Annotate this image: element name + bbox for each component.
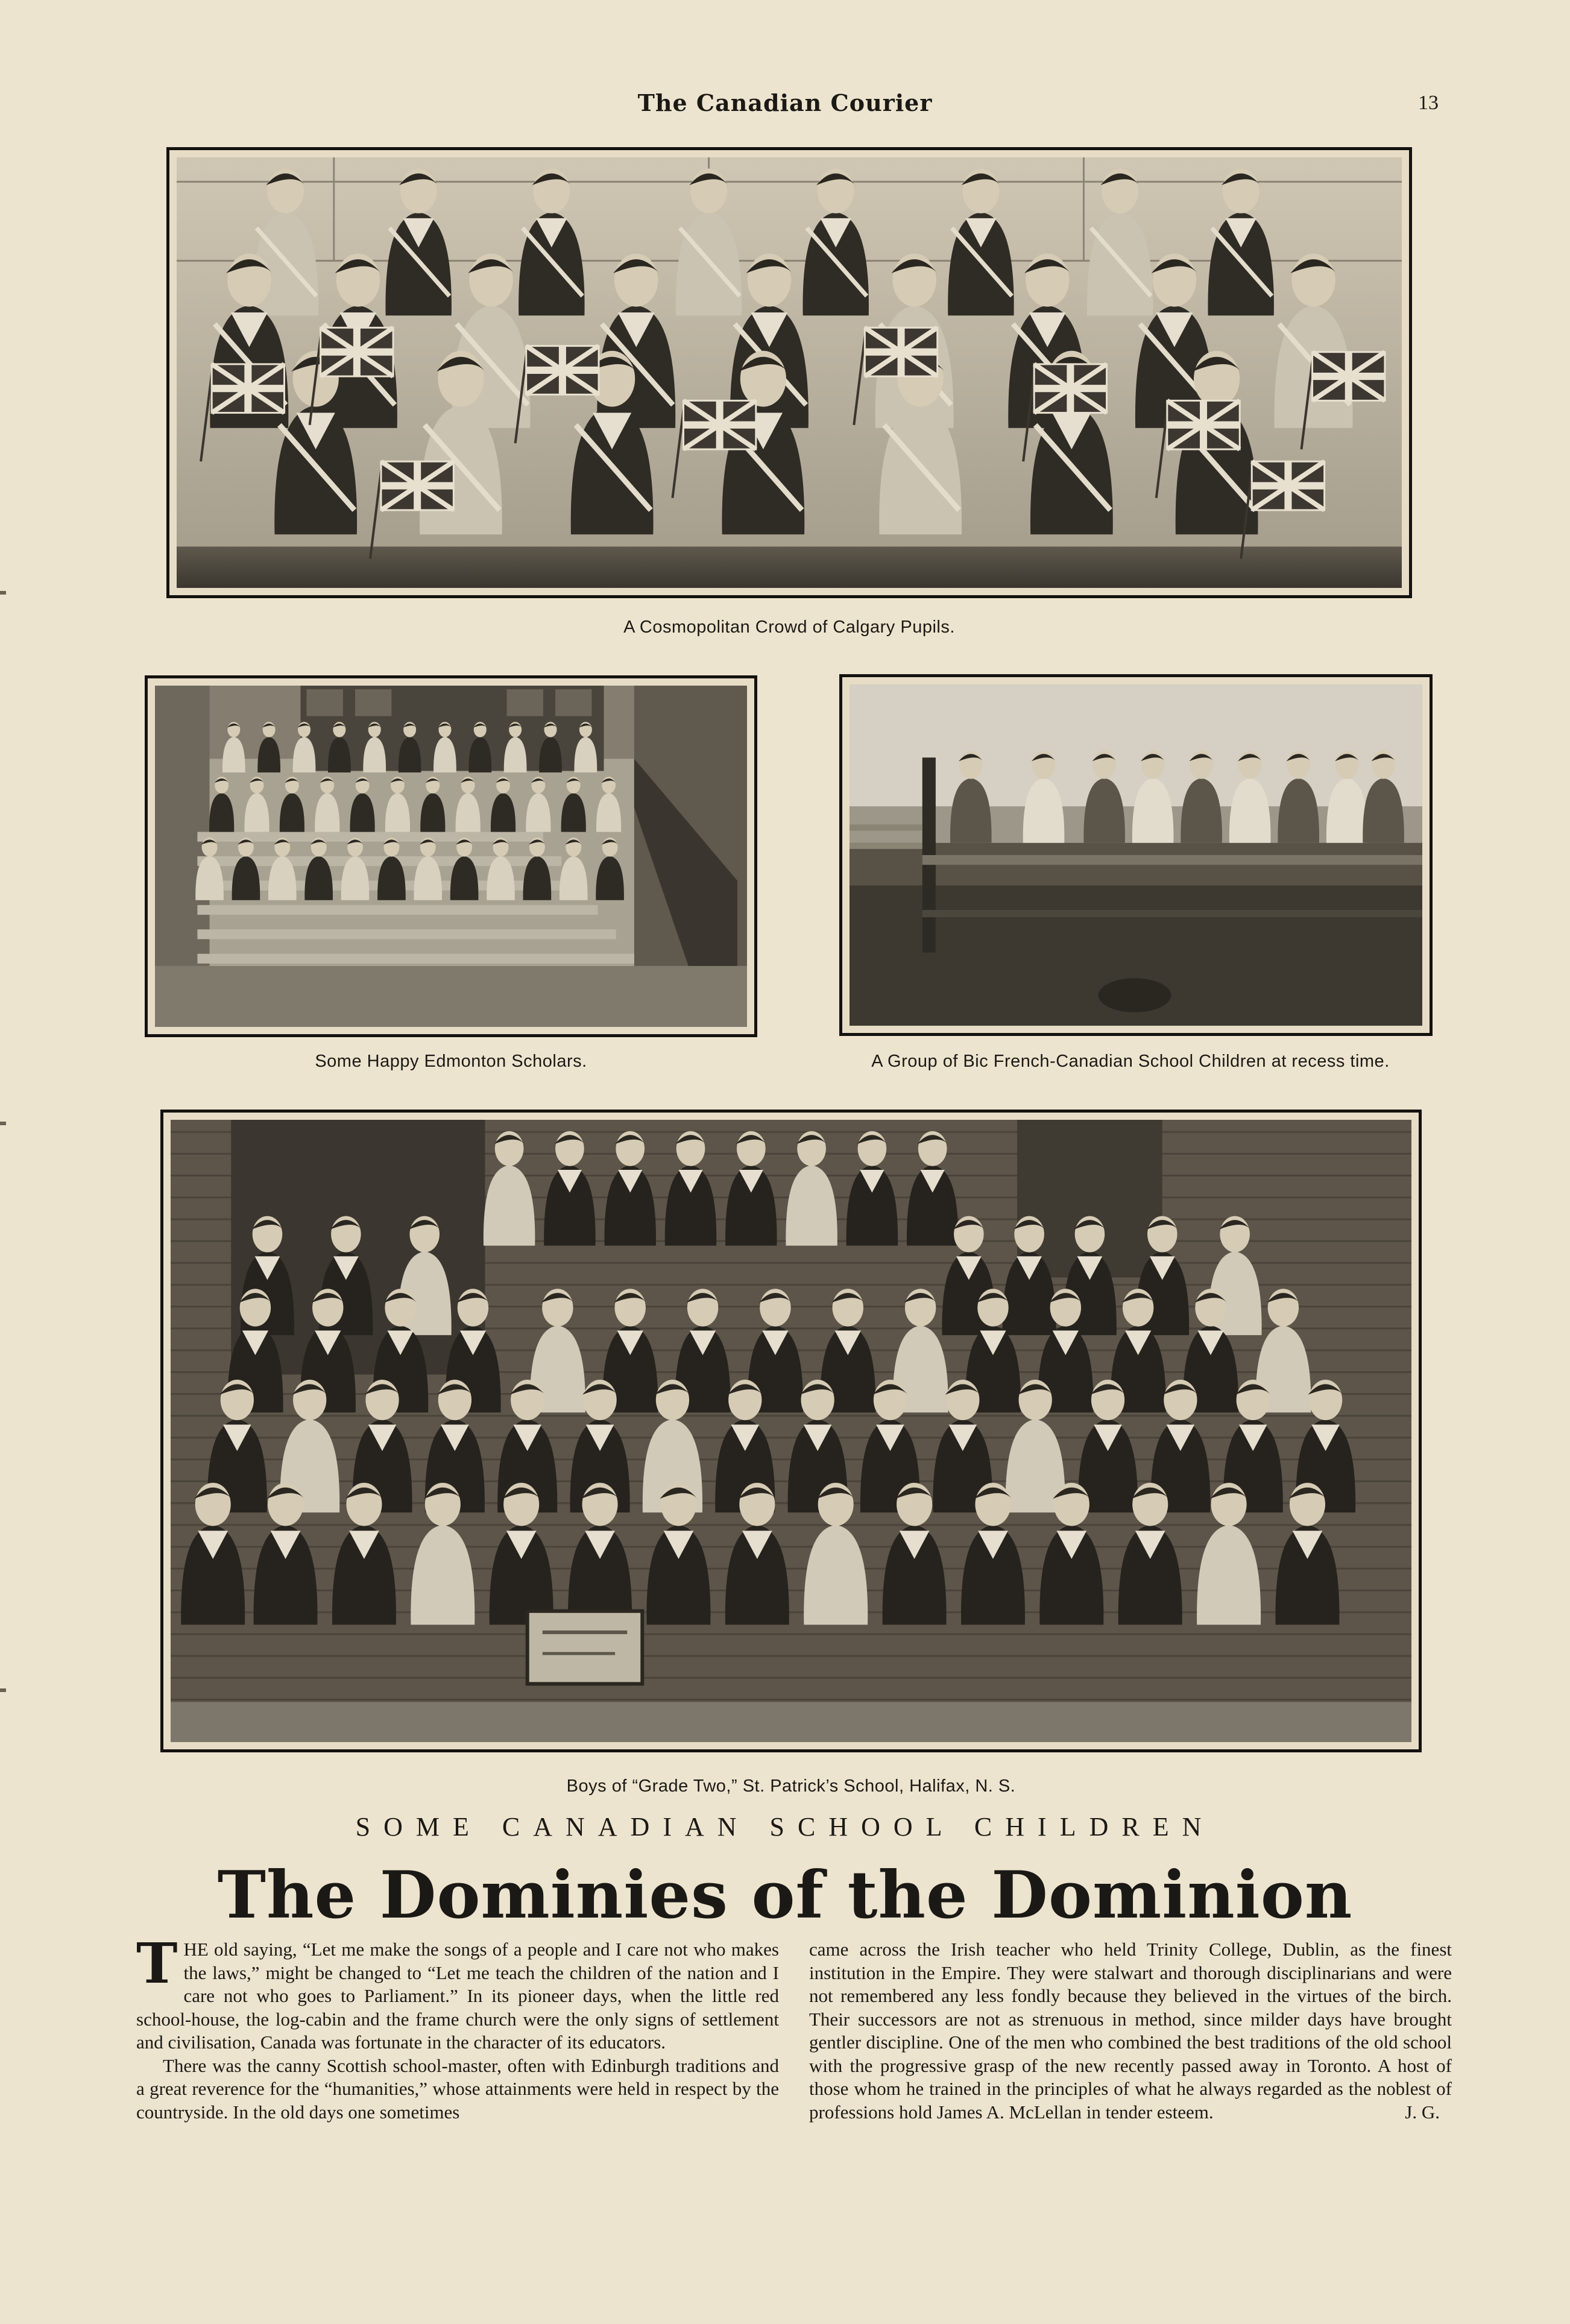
class-slate [528, 1611, 643, 1684]
running-head: The Canadian Courier [637, 89, 933, 116]
margin-mark [0, 1122, 6, 1125]
caption-bic: A Group of Bic French-Canadian School Children at recess time. [871, 1052, 1390, 1071]
section-title: SOME CANADIAN SCHOOL CHILDREN [355, 1812, 1215, 1842]
margin-mark [0, 591, 6, 595]
page-number: 13 [1418, 92, 1439, 114]
article-column-left [136, 1931, 779, 2124]
caption-calgary: A Cosmopolitan Crowd of Calgary Pupils. [623, 617, 955, 637]
bic-photo-drawing [850, 684, 1422, 1026]
article-paragraph-3 [809, 1938, 1452, 2124]
author-signoff: J. G. [1405, 2101, 1440, 2123]
article-paragraph-1-text: HE old saying, “Let me make the songs of a people and I care not who makes the laws,” might be changed to “Let me teach the children of the nation and I care not who goes to Parliament.” In its pioneer days, when the little red school-house, the log-cabin and the frame church were the only signs of settlement and civilisation, Canada was fortunate in the character of its educators. [136, 1939, 779, 2053]
drop-cap: T [136, 1931, 178, 1996]
calgary-photo-drawing [177, 157, 1402, 588]
caption-edmonton: Some Happy Edmonton Scholars. [315, 1052, 587, 1071]
halifax-photo-drawing [171, 1120, 1411, 1742]
article-paragraph-1 [136, 1931, 779, 2054]
article-headline: The Dominies of the Dominion [217, 1857, 1353, 1933]
margin-mark [0, 1688, 6, 1692]
article-paragraph-3-text: came across the Irish teacher who held Trinity College, Dublin, as the finest institution in the Empire. They were stalwart and thorough disciplinarians and were not remembered any less fondly because they believed in the virtues of the birch. Their successors are not as strenuous in method, since milder days have brought gentler discipline. One of the men who combined the best traditions of the old school with the progressive grasp of the new recently passed away in Toronto. A host of those whom he trained in the principles of what he always regarded as the noblest of professions hold James A. McLellan in tender esteem. [809, 1939, 1452, 2123]
article-paragraph-2: There was the canny Scottish school-master, often with Edinburgh traditions and a great reverence for the “humanities,” whose attainments were held in respect by the countryside. In the old days one sometimes [136, 2054, 779, 2123]
photo-bic-children [839, 674, 1433, 1036]
article-column-right [809, 1938, 1452, 2124]
photo-calgary-pupils [166, 147, 1412, 598]
photo-edmonton-scholars [145, 675, 757, 1037]
photo-halifax-grade-two [160, 1110, 1422, 1752]
caption-halifax: Boys of “Grade Two,” St. Patrick’s School, Halifax, N. S. [566, 1776, 1016, 1796]
edmonton-photo-drawing [155, 686, 747, 1027]
